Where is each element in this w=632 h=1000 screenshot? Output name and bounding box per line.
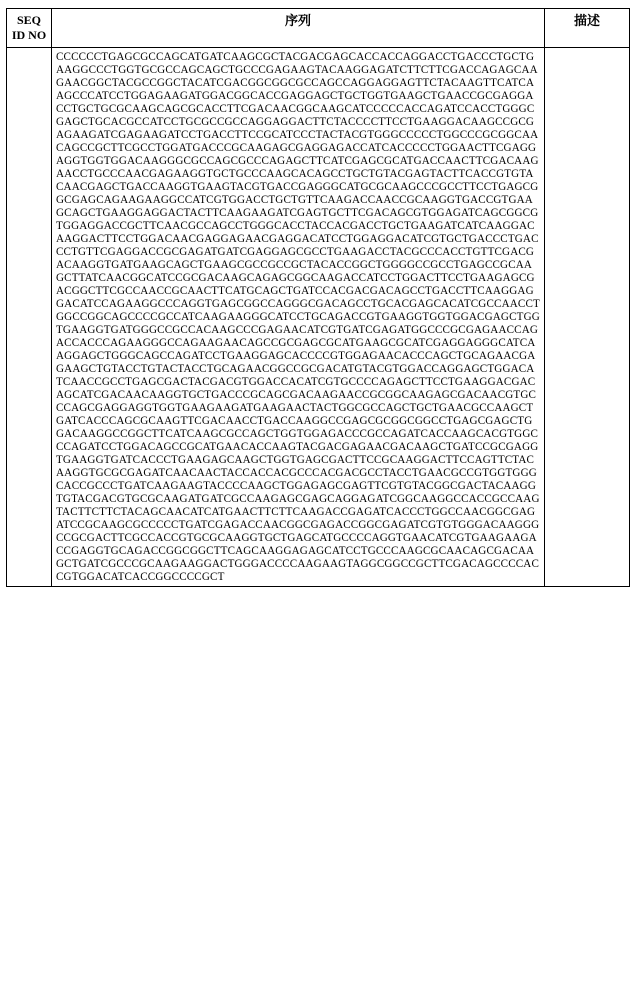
- column-header-sequence-label: 序列: [284, 13, 311, 28]
- table-row: [7, 48, 630, 587]
- sequence-table: [6, 8, 630, 587]
- table-header-row: [7, 9, 630, 48]
- column-header-seq-id-no: [7, 9, 52, 48]
- column-header-sequence: [52, 9, 545, 48]
- column-header-description: [545, 9, 630, 48]
- table-body: [7, 48, 630, 587]
- cell-sequence: [52, 48, 545, 587]
- column-header-seq-id-no-label: SEQ ID NO: [11, 13, 47, 42]
- sequence-text: CCCCCCTGAGCGCCAGCATGATCAAGCGCTACGACGAGCACCACCAGGACCTGACCCTGCTGAAGGCCCTGGTGCGCCAGCAGCTGCCCGAGAAGTACAAGGAGATCTTCTTCGACCAGAGCAAGAACGGCTACGCCGGCTACATCGACGGCGGCGCCAGCCAGGAGGAGTTCTACAAGTTCATCAAGCCCATCCTGGAGAAGATGGACGGCACCGAGGAGCTGCTGGTGAAGCTGAACCGCGAGGACCTGCTGCGCAAGCAGCGCACCTTCGACAACGGCAAGCATCCCCCACCAGATCCACCTGGGCGAGCTGCACGCCATCCTGCGCCGCCAGGAGGACTTCTACCCCTTCCTGAAGGACAAGCCGCGAGAAGATCGAGAAGATCCTGACCTTCCGCATCCCTACTACGTGGGCCCCCTGGCCCGCGGCAACAGCCGCTTCGCCTGGATGACCCGCAAGAGCGAGGAGACCATCACCCCCTGGAACTTCGAGGAGGTGGTGGACAAGGGCGCCAGCGCCCAGAGCTTCATCGAGCGCATGACCAACTTCGACAAGAACCTGCCCAACGAGAAGGTGCTGCCCAAGCACAGCCTGCTGTACGAGTACTTCACCGTGTACAACGAGCTGACCAAGGTGAAGTACGTGACCGAGGGCATGCGCAAGCCCGCCTTCCTGAGCGGCGAGCAGAAGAAGGCCATCGTGGACCTGCTGTTCAAGACCAACCGCAAGGTGACCGTGAAGCAGCTGAAGGAGGACTACTTCAAGAAGATCGAGTGCTTCGACAGCGTGGAGATCAGCGGCGTGGAGGACCGCTTCAACGCCAGCCTGGGCACCTACCACGACCTGCTGAAGATCATCAAGGACAAGGACTTCCTGGACAACGAGGAGAACGAGGACATCCTGGAGGACATCGTGCTGACCCTGACCCTGTTCGAGGACCGCGAGATGATCGAGGAGCGCCTGAAGACCTACGCCCACCTGTTCGACGACAAGGTGATGAAGCAGCTGAAGCGCCGCCGCTACACCGGCTGGGGCCGCCTGAGCCGCAAGCTTATCAACGGCATCCGCGACAAGCAGAGCGGCAAGACCATCCTGGACTTCCTGAAGAGCGACGGCTTCGCCAACCGCAACTTCATGCAGCTGATCCACGACGACAGCCTGACCTTCAAGGAGGACATCCAGAAGGCCCAGGTGAGCGGCCAGGGCGACAGCCTGCACGAGCACATCGCCAACCTGGCCGGCAGCCCCGCCATCAAGAAGGGCATCCTGCAGACCGTGAAGGTGGTGGACGAGCTGGTGAAGGTGATGGGCCGCCACAAGCCCGAGAACATCGTGATCGAGATGGCCCGCGAGAACCAGACCACCCAGAAGGGCCAGAAGAACAGCCGCGAGCGCATGAAGCGCATCGAGGAGGGCATCAAGGAGCTGGGCAGCCAGATCCTGAAGGAGCACCCCGTGGAGAACACCCAGCTGCAGAACGAGAAGCTGTACCTGTACTACCTGCAGAACGGCCGCGACATGTACGTGGACCAGGAGCTGGACATCAACCGCCTGAGCGACTACGACGTGGACCACATCGTGCCCCAGAGCTTCCTGAAGGACGACAGCATCGACAACAAGGTGCTGACCCGCAGCGACAAGAACCGCGGCAAGAGCGACAACGTGCCCAGCGAGGAGGTGGTGAAGAAGATGAAGAACTACTGGCGCCAGCTGCTGAACGCCAAGCTGATCACCCAGCGCAAGTTCGACAACCTGACCAAGGCCGAGCGCGGCGGCCTGAGCGAGCTGGACAAGGCCGGCTTCATCAAGCGCCAGCTGGTGGAGACCCGCCAGATCACCAAGCACGTGGCCCAGATCCTGGACAGCCGCATGAACACCAAGTACGACGAGAACGACAAGCTGATCCGCGAGGTGAAGGTGATCACCCTGAAGAGCAAGCTGGTGAGCGACTTCCGCAAGGACTTCCAGTTCTACAAGGTGCGCGAGATCAACAACTACCACCACGCCCACGACGCCTACCTGAACGCCGTGGTGGGCACCGCCCTGATCAAGAAGTACCCCAAGCTGGAGAGCGAGTTCGTGTACGGCGACTACAAGGTGTACGACGTGCGCAAGATGATCGCCAAGAGCGAGCAGGAGATCGGCAAGGCCACCGCCAAGTACTTCTTCTACAGCAACATCATGAACTTCTTCAAGACCGAGATCACCCTGGCCAACGGCGAGATCCGCAAGCGCCCCCTGATCGAGACCAACGGCGAGACCGGCGAGATCGTGTGGGACAAGGGCCGCGACTTCGCCACCGTGCGCAAGGTGCTGAGCATGCCCCAGGTGAACATCGTGAAGAAGACCGAGGTGCAGACCGGCGGCTTCAGCAAGGAGAGCATCCTGCCCAAGCGCAACAGCGACAAGCTGATCGCCCGCAAGAAGGACTGGGACCCCAAGAAGTAGGCGGCCGCTTCGACAGCCCCACCGTGGACATCACCGGCCCCGCT: [56, 51, 540, 583]
- cell-seq-id-no: [7, 48, 52, 587]
- table-header: [7, 9, 630, 48]
- cell-description: [545, 48, 630, 587]
- column-header-description-label: 描述: [573, 13, 600, 28]
